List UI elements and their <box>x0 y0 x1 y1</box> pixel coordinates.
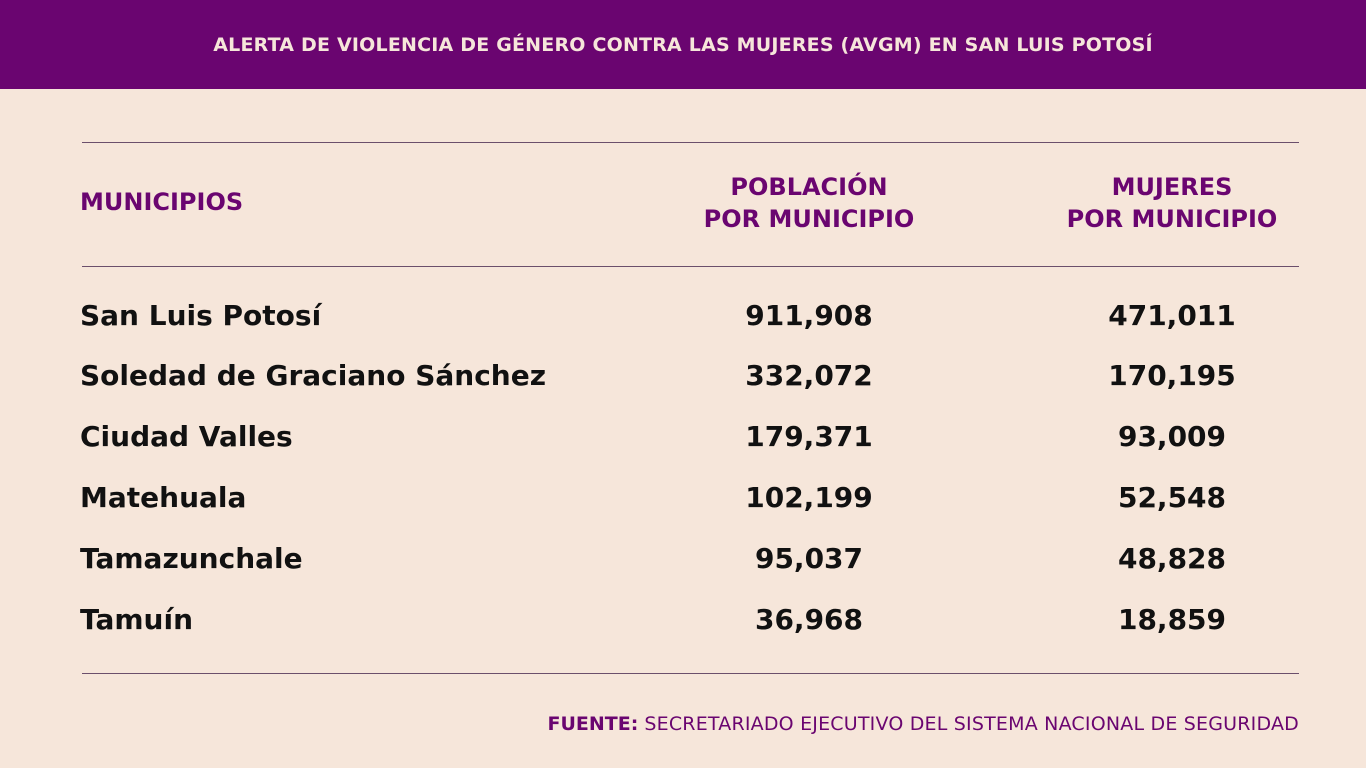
table-row <box>0 600 1366 640</box>
header-poblacion-line2: POR MUNICIPIO <box>703 205 915 233</box>
top-divider <box>82 142 1299 143</box>
page-title: ALERTA DE VIOLENCIA DE GÉNERO CONTRA LAS MUJERES (AVGM) EN SAN LUIS POTOSÍ <box>213 33 1153 56</box>
cell-municipio: Matehuala <box>80 481 247 514</box>
table-row <box>0 417 1366 457</box>
cell-mujeres: 18,859 <box>1117 603 1227 636</box>
source-label: FUENTE: <box>547 713 639 735</box>
source-text: SECRETARIADO EJECUTIVO DEL SISTEMA NACIONAL DE SEGURIDAD <box>644 713 1299 735</box>
cell-mujeres: 48,828 <box>1117 542 1227 575</box>
cell-poblacion: 179,371 <box>745 420 873 453</box>
cell-municipio: Soledad de Graciano Sánchez <box>80 359 547 392</box>
cell-poblacion: 332,072 <box>745 359 873 392</box>
cell-mujeres: 93,009 <box>1117 420 1227 453</box>
header-poblacion-line1: POBLACIÓN <box>730 173 888 201</box>
header-mujeres-line2: POR MUNICIPIO <box>1066 205 1278 233</box>
cell-municipio: Ciudad Valles <box>80 420 293 453</box>
table-row <box>0 296 1366 336</box>
title-banner <box>0 0 1366 89</box>
header-municipios: MUNICIPIOS <box>80 188 244 216</box>
bottom-divider <box>82 673 1299 674</box>
cell-mujeres: 471,011 <box>1108 299 1236 332</box>
cell-poblacion: 102,199 <box>745 481 873 514</box>
cell-municipio: Tamazunchale <box>80 542 303 575</box>
source-note <box>548 710 1300 738</box>
header-poblacion <box>659 171 959 235</box>
cell-poblacion: 36,968 <box>754 603 864 636</box>
header-mujeres <box>1022 171 1322 235</box>
cell-municipio: San Luis Potosí <box>80 299 322 332</box>
table-row <box>0 356 1366 396</box>
cell-poblacion: 911,908 <box>745 299 873 332</box>
cell-municipio: Tamuín <box>80 603 194 636</box>
cell-mujeres: 170,195 <box>1108 359 1236 392</box>
header-mujeres-line1: MUJERES <box>1111 173 1233 201</box>
cell-poblacion: 95,037 <box>754 542 864 575</box>
cell-mujeres: 52,548 <box>1117 481 1227 514</box>
header-divider <box>82 266 1299 267</box>
table-row <box>0 539 1366 579</box>
table-row <box>0 478 1366 518</box>
